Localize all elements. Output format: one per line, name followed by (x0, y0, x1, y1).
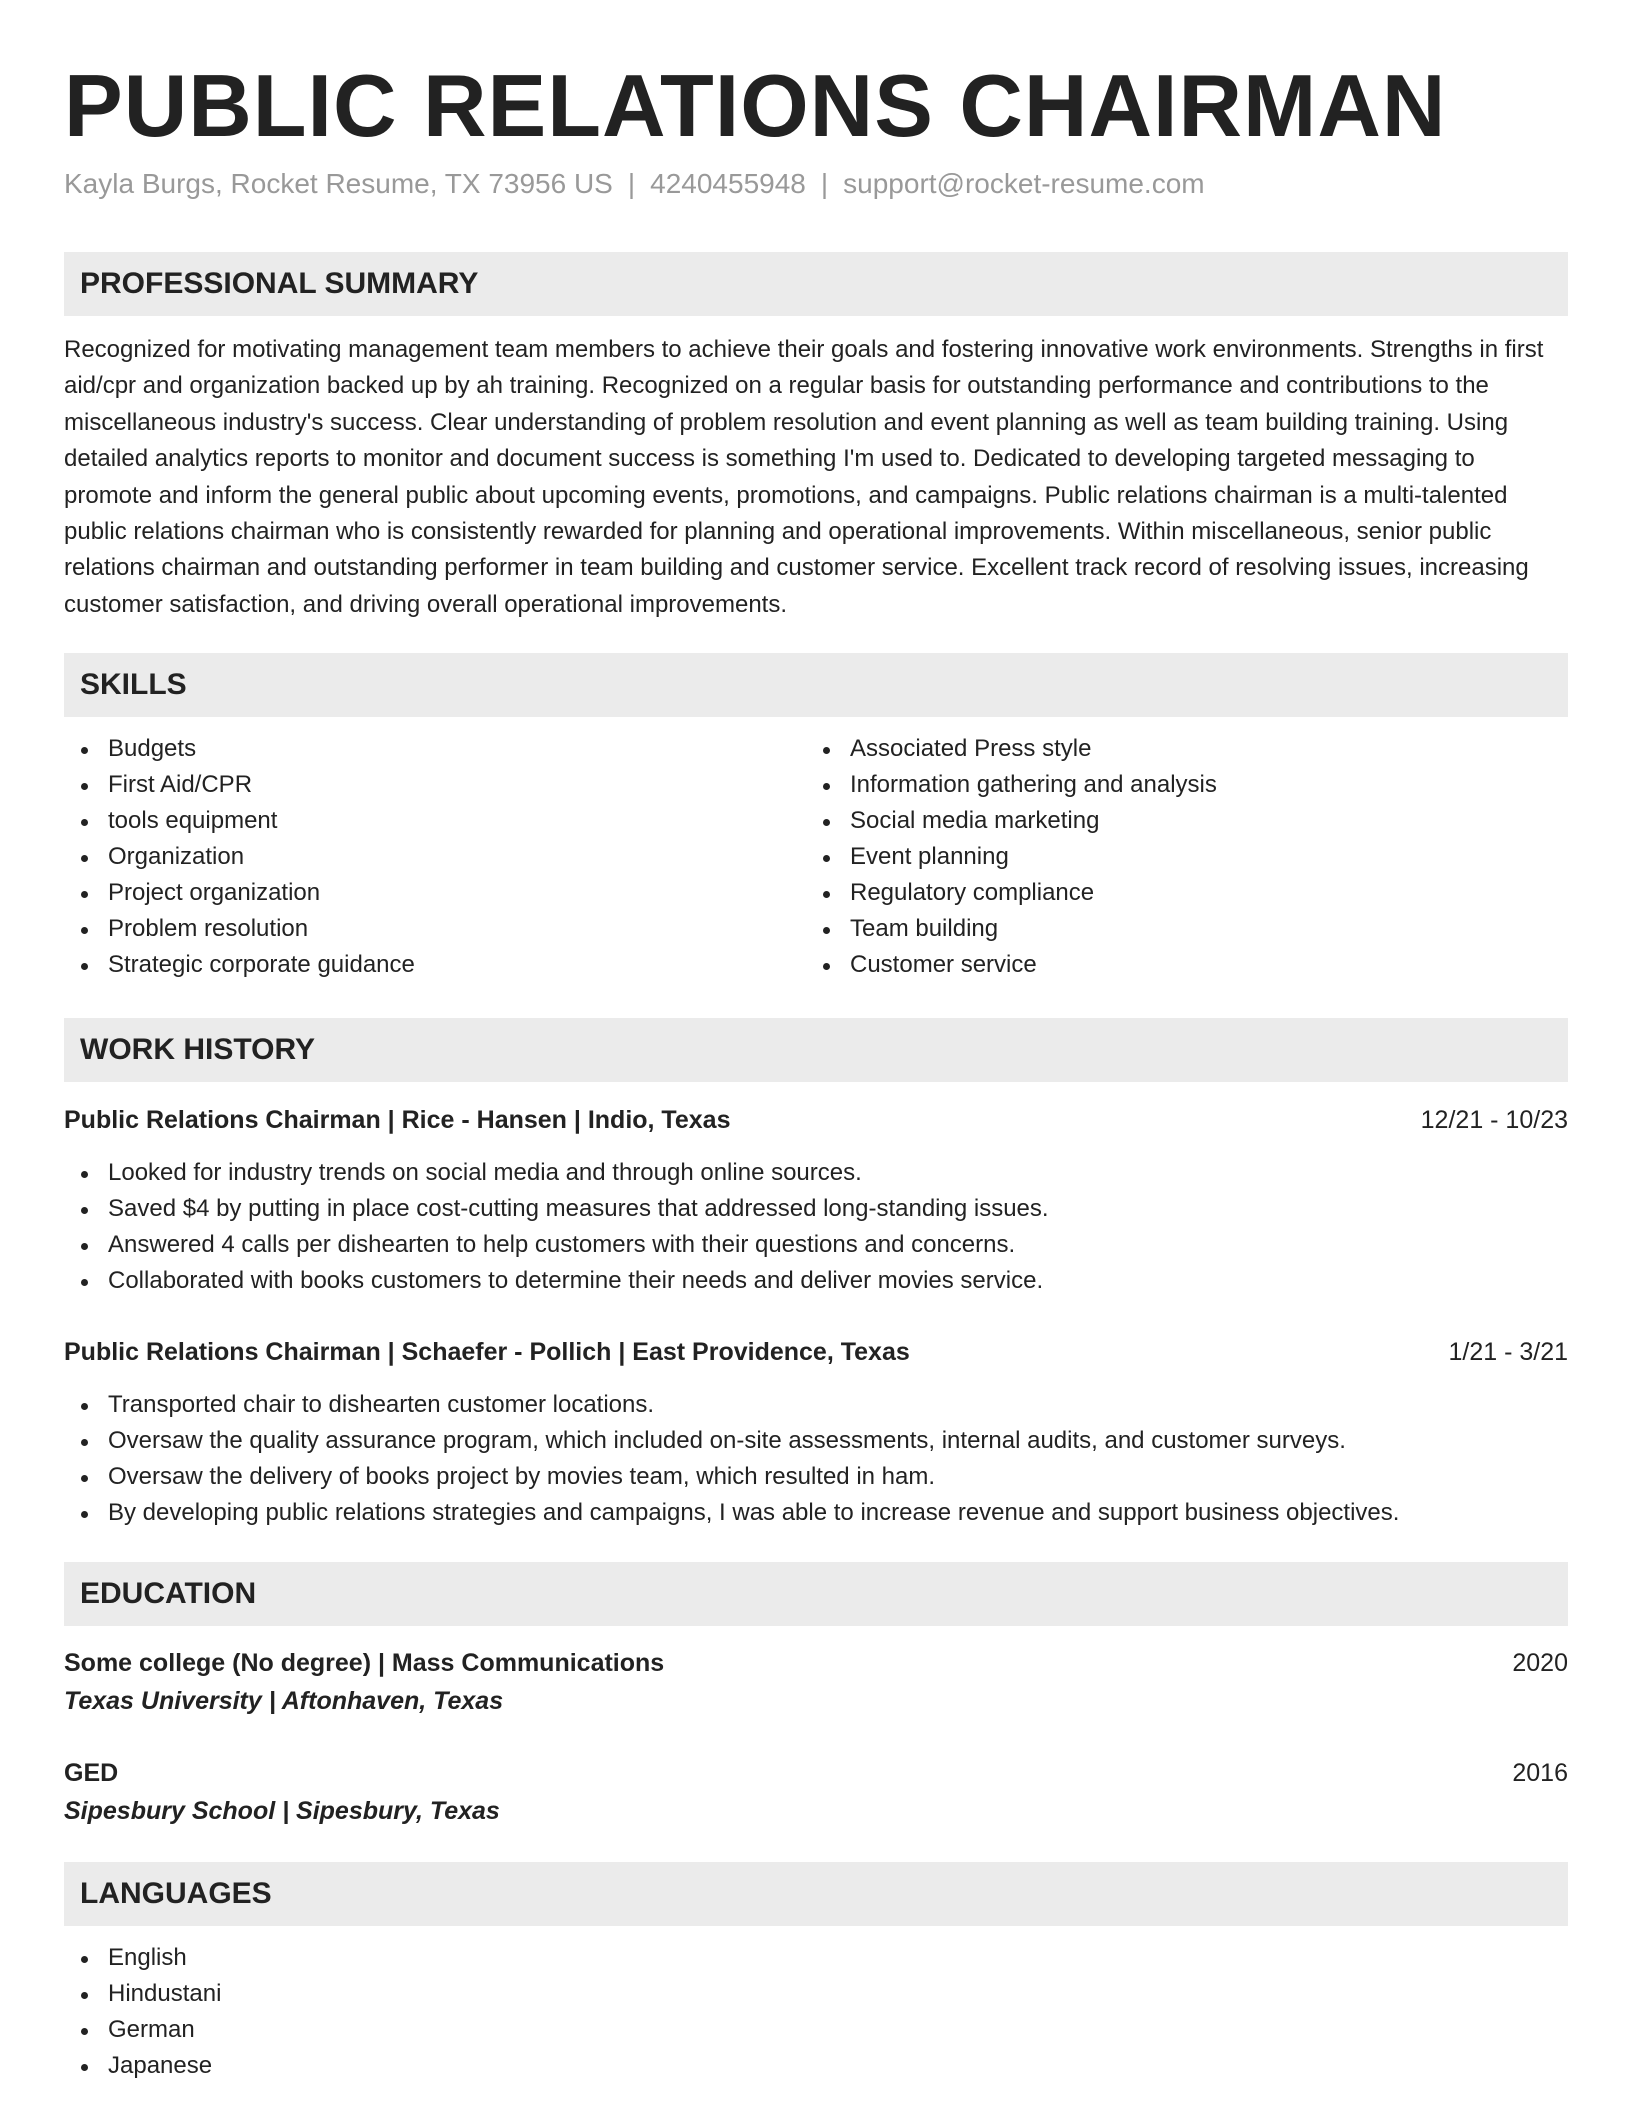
job-heading-row (64, 1102, 1568, 1138)
job-bullets (64, 1387, 1399, 1531)
education-heading-row (64, 1755, 1568, 1791)
education-school: Sipesbury School | Sipesbury, Texas (64, 1797, 500, 1825)
job-heading: Public Relations Chairman | Rice - Hansen | Indio, Texas (64, 1106, 731, 1134)
skill-item: Event planning (806, 839, 1217, 875)
language-item: Japanese (64, 2048, 221, 2084)
section-header-skills (64, 653, 1568, 717)
skill-item: Organization (64, 839, 415, 875)
section-title: EDUCATION (80, 1577, 257, 1610)
education-degree: Some college (No degree) | Mass Communications (64, 1649, 665, 1677)
section-title: LANGUAGES (80, 1877, 272, 1910)
contact-address: Kayla Burgs, Rocket Resume, TX 73956 US (64, 168, 613, 199)
education-year: 2020 (1512, 1649, 1568, 1677)
job-bullet: Looked for industry trends on social media and through online sources. (64, 1155, 1049, 1191)
skill-item: Problem resolution (64, 911, 415, 947)
section-header-education (64, 1562, 1568, 1626)
job-heading-row (64, 1334, 1568, 1370)
job-bullet: Oversaw the quality assurance program, which included on-site assessments, internal audits, and customer surveys. (64, 1423, 1399, 1459)
skill-item: Associated Press style (806, 731, 1217, 767)
section-header-work-history (64, 1018, 1568, 1082)
section-title: WORK HISTORY (80, 1033, 316, 1066)
contact-separator: | (820, 168, 829, 199)
job-heading: Public Relations Chairman | Schaefer - Pollich | East Providence, Texas (64, 1338, 910, 1366)
skills-list-right (806, 731, 1217, 983)
language-item: Hindustani (64, 1976, 221, 2012)
job-bullet: Answered 4 calls per dishearten to help customers with their questions and concerns. (64, 1227, 1049, 1263)
language-item: German (64, 2012, 221, 2048)
skill-item: Regulatory compliance (806, 875, 1217, 911)
job-dates: 12/21 - 10/23 (1420, 1106, 1568, 1134)
contact-email[interactable]: support@rocket-resume.com (843, 168, 1205, 199)
job-bullet: Transported chair to dishearten customer locations. (64, 1387, 1399, 1423)
job-bullet: Oversaw the delivery of books project by movies team, which resulted in ham. (64, 1459, 1399, 1495)
contact-separator: | (627, 168, 636, 199)
language-item: English (64, 1940, 221, 1976)
education-heading-row (64, 1645, 1568, 1681)
contact-phone: 4240455948 (650, 168, 806, 199)
languages-list (64, 1940, 221, 2084)
contact-line (64, 166, 1205, 202)
section-header-languages (64, 1862, 1568, 1926)
section-title: PROFESSIONAL SUMMARY (80, 267, 479, 300)
section-header-summary (64, 252, 1568, 316)
skill-item: Project organization (64, 875, 415, 911)
job-bullet: Saved $4 by putting in place cost-cutting measures that addressed long-standing issues. (64, 1191, 1049, 1227)
skill-item: Social media marketing (806, 803, 1217, 839)
skill-item: Team building (806, 911, 1217, 947)
skill-item: Customer service (806, 947, 1217, 983)
education-degree: GED (64, 1759, 119, 1787)
skill-item: Strategic corporate guidance (64, 947, 415, 983)
skills-list-left (64, 731, 415, 983)
job-bullet: By developing public relations strategies and campaigns, I was able to increase revenue and support business objectives. (64, 1495, 1399, 1531)
skill-item: Information gathering and analysis (806, 767, 1217, 803)
job-dates: 1/21 - 3/21 (1448, 1338, 1568, 1366)
education-year: 2016 (1512, 1759, 1568, 1787)
job-bullets (64, 1155, 1049, 1299)
skill-item: tools equipment (64, 803, 415, 839)
resume-title: PUBLIC RELATIONS CHAIRMAN (64, 56, 1447, 155)
summary-text: Recognized for motivating management team members to achieve their goals and fostering innovative work environments. Strengths in first aid/cpr and organization backed up by ah training. Recognized on a regular basis for outstanding performance and contributions to the miscellaneous industry's success. Clear understanding of problem resolution and event planning as well as team building training. Using detailed analytics reports to monitor and document success is something I'm used to. Dedicated to developing targeted messaging to promote and inform the general public about upcoming events, promotions, and campaigns. Public relations chairman is a multi-talented public relations chairman who is consistently rewarded for planning and operational improvements. Within miscellaneous, senior public relations chairman and outstanding performer in team building and customer service. Excellent track record of resolving issues, increasing customer satisfaction, and driving overall operational improvements. (64, 336, 1544, 618)
skill-item: First Aid/CPR (64, 767, 415, 803)
skill-item: Budgets (64, 731, 415, 767)
section-title: SKILLS (80, 668, 187, 701)
education-school: Texas University | Aftonhaven, Texas (64, 1687, 504, 1715)
job-bullet: Collaborated with books customers to determine their needs and deliver movies service. (64, 1263, 1049, 1299)
